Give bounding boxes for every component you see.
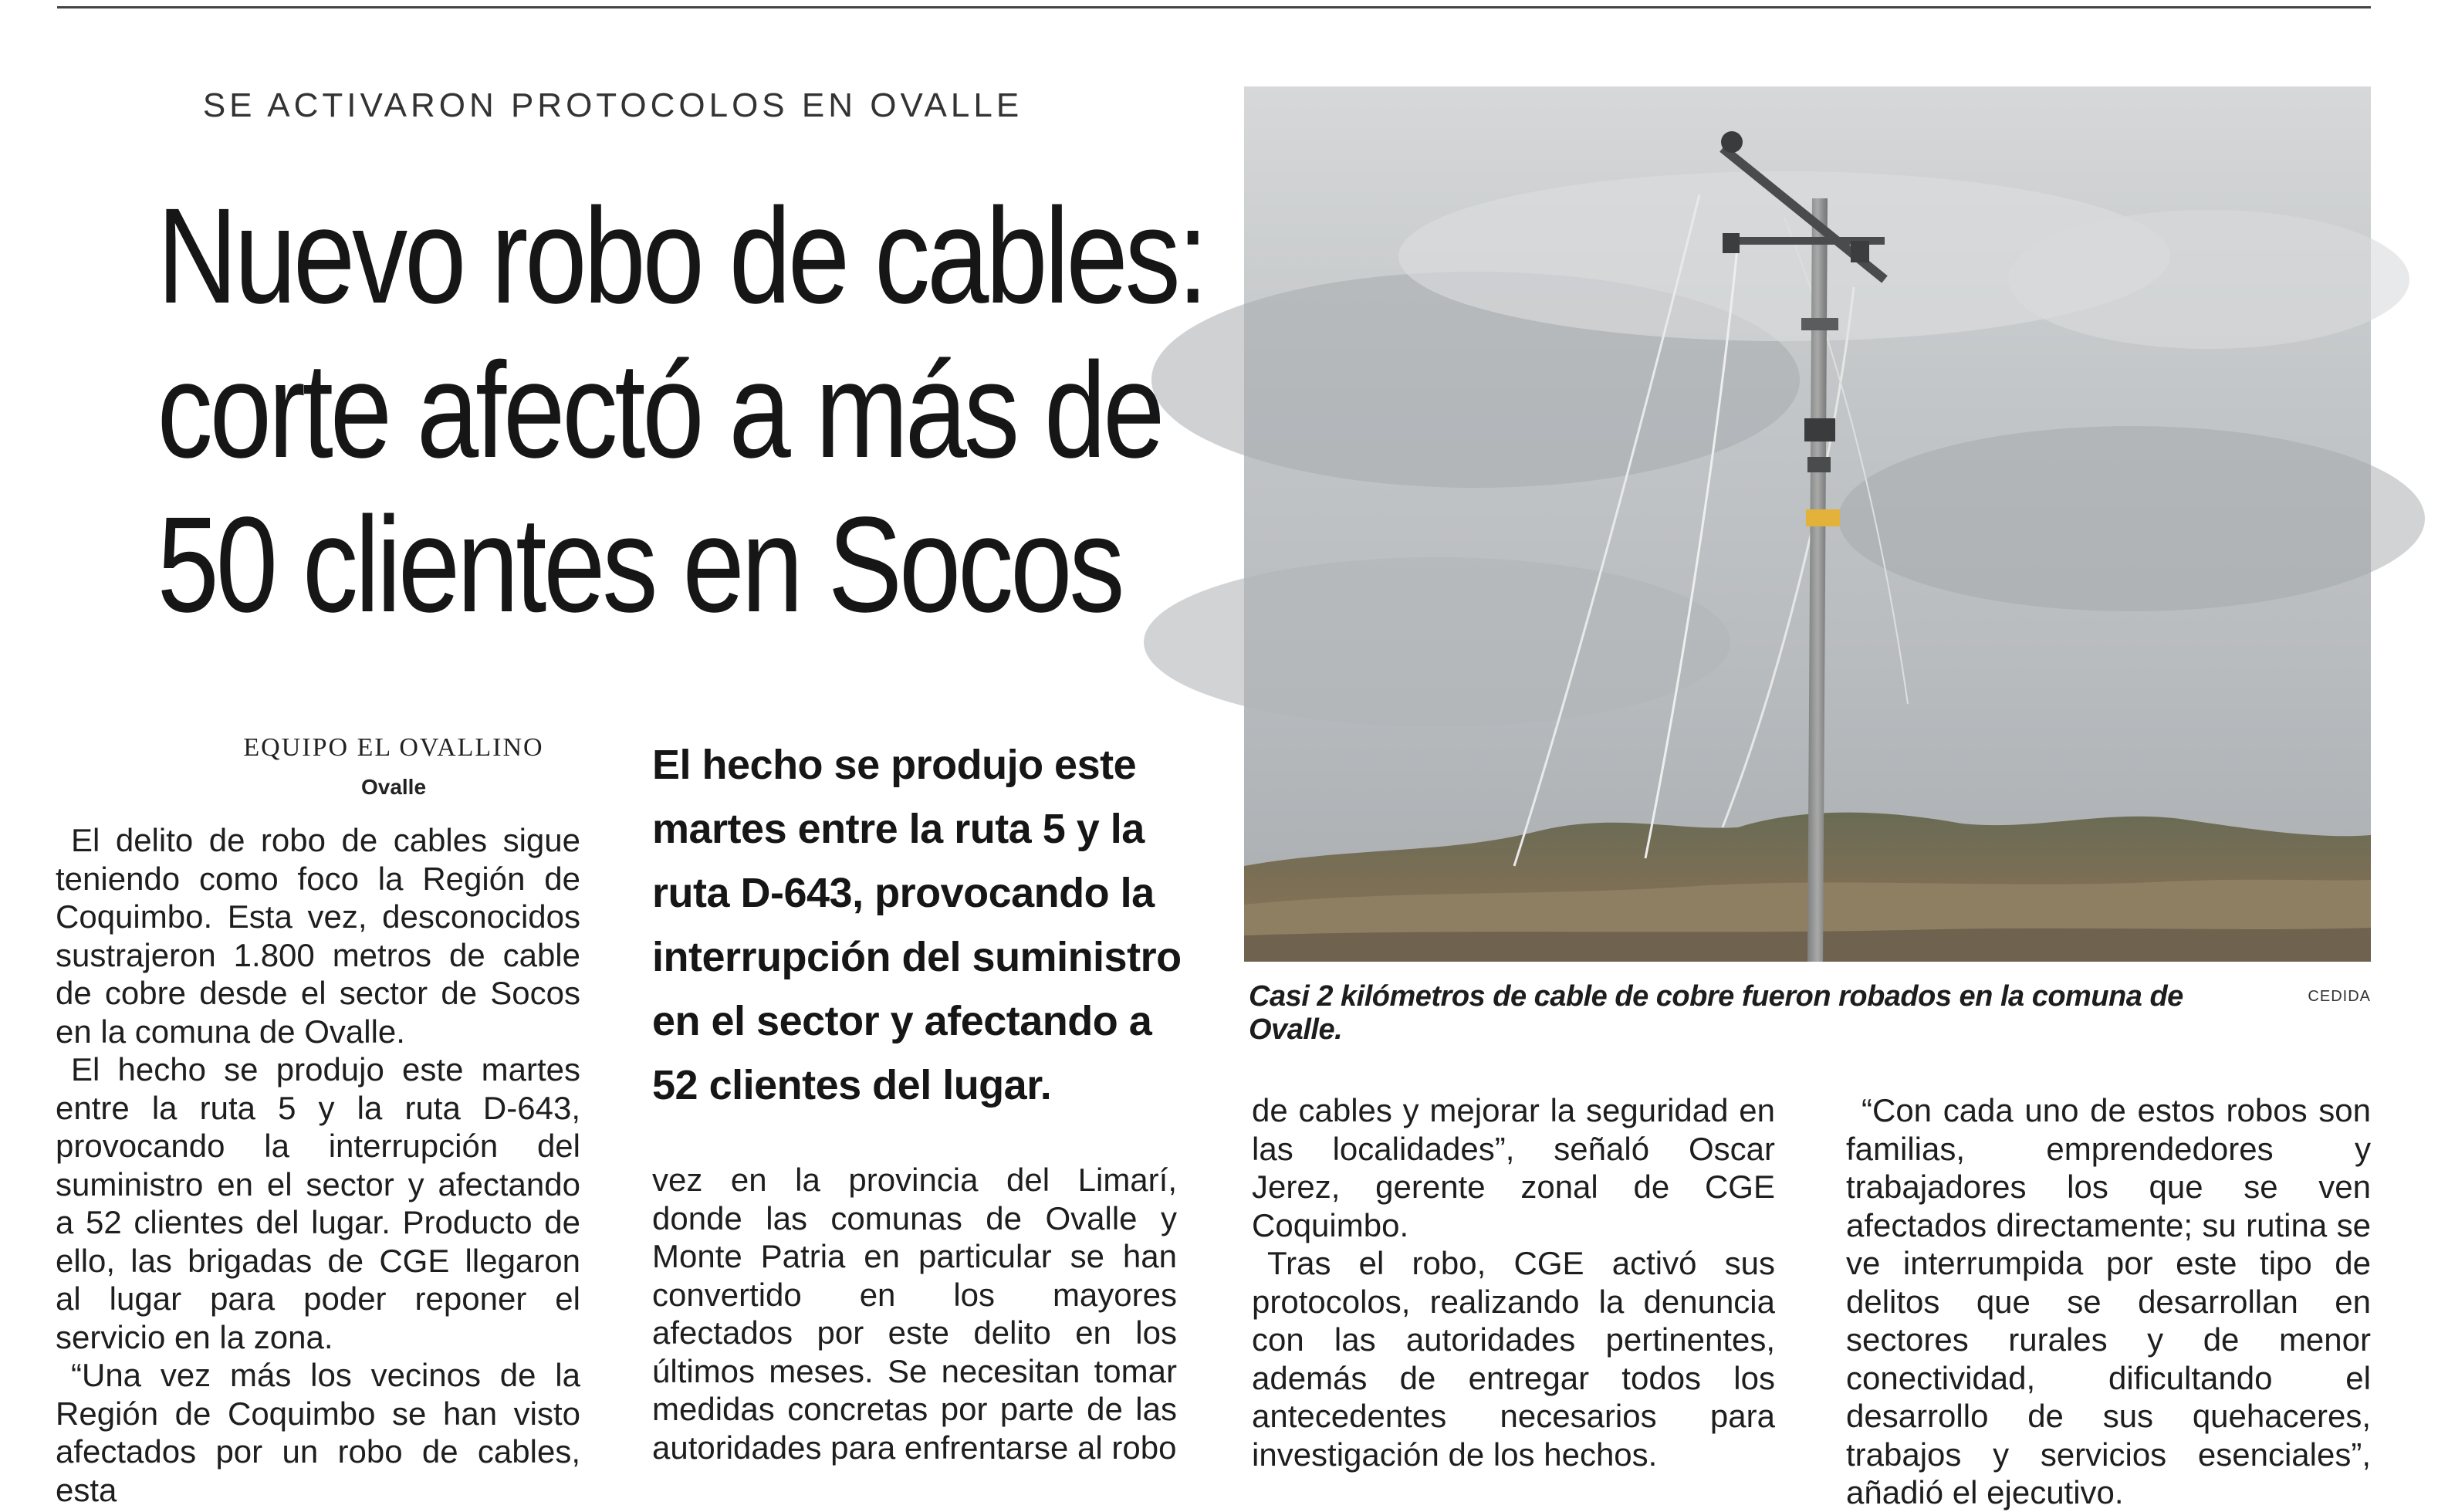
byline-location: Ovalle: [360, 775, 427, 799]
power-pole-photo: [1244, 86, 2371, 962]
byline: EQUIPO EL OVALLINO: [243, 733, 544, 762]
body-column-2: [652, 1161, 1177, 1466]
body-column-1: [56, 821, 580, 1508]
pull-quote: El hecho se produjo este martes entre la ruta 5 y la ruta D-643, provocando la interrupción del suministro en el sector y afectando a 52 clientes del lugar.: [652, 742, 1182, 1108]
headline-line-2: corte afectó a más de: [157, 335, 1162, 486]
paragraph: El hecho se produjo este martes entre la ruta 5 y la ruta D-643, provocando la interrupción del suministro en el sector y afectando a 52 clientes del lugar. Producto de ello, las brigadas de CGE llegaron al lugar para poder reponer el servicio en la zona.: [56, 1051, 580, 1355]
paragraph: El delito de robo de cables sigue teniendo como foco la Región de Coquimbo. Esta vez, desconocidos sustrajeron 1.800 metros de cable de cobre desde el sector de Socos en la comuna de Ovalle.: [56, 822, 580, 1050]
paragraph: Tras el robo, CGE activó sus protocolos, realizando la denuncia con las autoridades pertinentes, además de entregar todos los antecedentes necesarios para investigación de los hechos.: [1252, 1245, 1775, 1473]
top-rule: [57, 6, 2371, 8]
article-headline: [157, 179, 1205, 642]
article-kicker: SE ACTIVARON PROTOCOLOS EN OVALLE: [202, 86, 1023, 124]
body-column-4: [1846, 1091, 2371, 1510]
headline-line-3: 50 clientes en Socos: [157, 489, 1122, 641]
article-photo: [1244, 86, 2371, 962]
photo-credit: CEDIDA: [2308, 988, 2371, 1005]
photo-caption: Casi 2 kilómetros de cable de cobre fueron robados en la comuna de Ovalle.: [1249, 980, 2183, 1046]
paragraph: “Con cada uno de estos robos son familias, emprendedores y trabajadores los que se ven afectados directamente; su rutina se ve interrumpida por este tipo de delitos que se desarrollan en sectores rurales y de menor conectividad, dificultando el desarrollo de sus quehaceres, trabajos y servicios esenciales”, añadió el ejecutivo.: [1846, 1092, 2371, 1510]
body-column-3: [1252, 1091, 1775, 1473]
paragraph: vez en la provincia del Limarí, donde las comunas de Ovalle y Monte Patria en particular se han convertido en los mayores afectados por este delito en los últimos meses. Se necesitan tomar medidas concretas por parte de las autoridades para enfrentarse al robo: [652, 1162, 1177, 1466]
paragraph: “Una vez más los vecinos de la Región de Coquimbo se han visto afectados por un robo de cables, esta: [56, 1357, 580, 1508]
paragraph: de cables y mejorar la seguridad en las localidades”, señaló Oscar Jerez, gerente zonal de CGE Coquimbo.: [1252, 1092, 1775, 1243]
headline-line-1: Nuevo robo de cables:: [157, 181, 1205, 332]
